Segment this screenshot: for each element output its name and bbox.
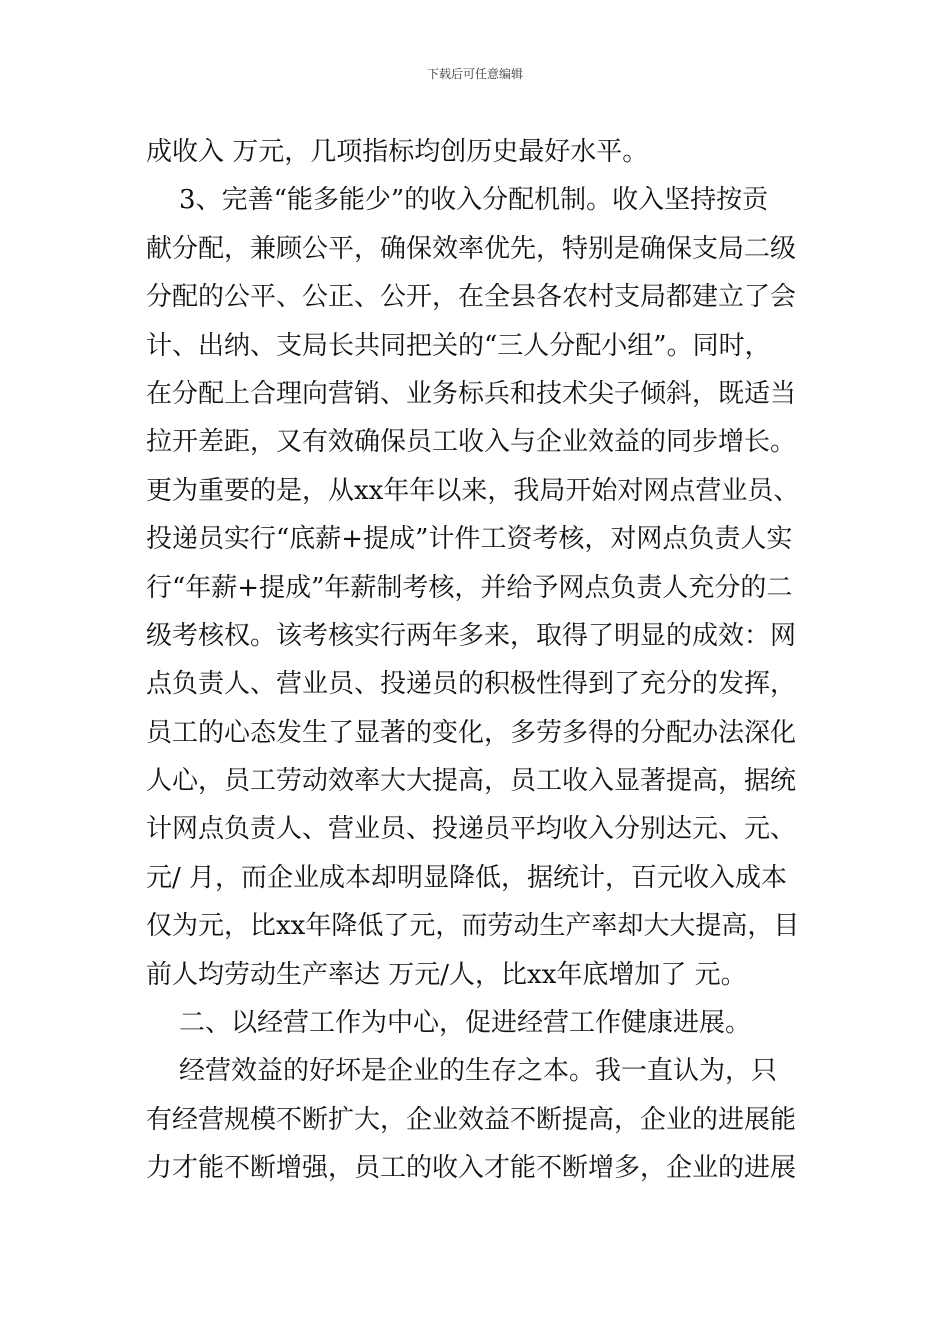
text-line: 有经营规模不断扩大，企业效益不断提高，企业的进展能 — [146, 1104, 797, 1135]
text-line: 计网点负责人、营业员、投递员平均收入分别达元、元、 — [146, 814, 797, 845]
page-header: 下载后可任意编辑 — [426, 67, 523, 81]
text-line: 投递员实行“底薪+提成”计件工资考核，对网点负责人实 — [146, 524, 793, 555]
text-line: 成收入 万元，几项指标均创历史最好水平。 — [146, 137, 649, 167]
text-line: 人心，员工劳动效率大大提高，员工收入显著提高，据统 — [146, 766, 797, 797]
text-line: 点负责人、营业员、投递员的积极性得到了充分的发挥， — [146, 669, 797, 700]
text-line: 级考核权。该考核实行两年多来，取得了明显的成效：网 — [146, 620, 797, 651]
text-line: 在分配上合理向营销、业务标兵和技术尖子倾斜，既适当 — [146, 378, 797, 409]
text-line: 二、以经营工作为中心，促进经营工作健康进展。 — [146, 1008, 752, 1039]
text-line: 计、出纳、支局长共同把关的“三人分配小组”。同时， — [146, 330, 771, 361]
text-line: 3、完善“能多能少”的收入分配机制。收入坚持按贡 — [146, 185, 769, 216]
text-line: 拉开差距，又有效确保员工收入与企业效益的同步增长。 — [146, 427, 797, 458]
text-line: 力才能不断增强，员工的收入才能不断增多，企业的进展 — [146, 1153, 797, 1184]
text-line: 分配的公平、公正、公开，在全县各农村支局都建立了会 — [146, 282, 797, 313]
text-line: 更为重要的是，从xx年年以来，我局开始对网点营业员、 — [146, 475, 800, 506]
text-line: 元/ 月，而企业成本却明显降低，据统计，百元收入成本 — [146, 862, 788, 893]
text-line: 经营效益的好坏是企业的生存之本。我一直认为，只 — [146, 1056, 778, 1087]
text-line: 献分配，兼顾公平，确保效率优先，特别是确保支局二级 — [146, 233, 797, 264]
text-line: 员工的心态发生了显著的变化，多劳多得的分配办法深化 — [146, 717, 797, 748]
text-line: 前人均劳动生产率达 万元/人，比xx年底增加了 元。 — [146, 959, 747, 990]
text-line: 仅为元，比xx年降低了元，而劳动生产率却大大提高，目 — [146, 911, 800, 942]
document-body — [146, 128, 816, 1193]
text-line: 行“年薪+提成”年薪制考核，并给予网点负责人充分的二 — [146, 572, 793, 603]
